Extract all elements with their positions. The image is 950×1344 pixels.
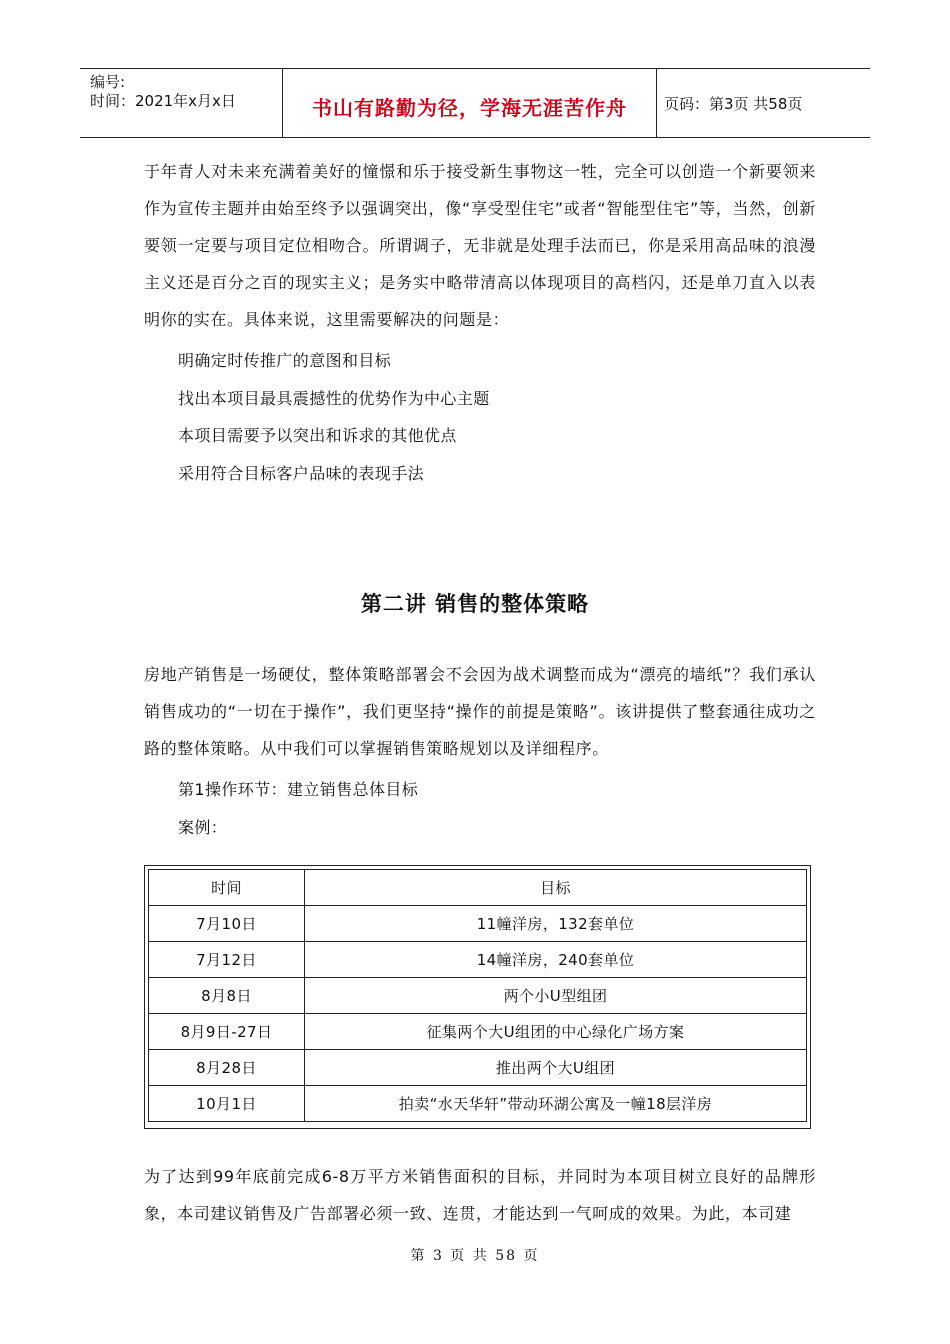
table-cell-time: 8月8日	[149, 978, 305, 1014]
issue-item: 明确定时传推广的意图和目标	[178, 351, 392, 370]
table-cell-time: 8月9日-27日	[149, 1014, 305, 1050]
doc-number-label: 编号:	[90, 73, 126, 91]
page-footer: 第 3 页 共 58 页	[410, 1248, 540, 1264]
table-cell-time: 7月12日	[149, 942, 305, 978]
schedule-table	[144, 865, 811, 1129]
section-title: 第二讲 销售的整体策略	[360, 592, 590, 616]
header-page-code: 页码：第3页 共58页	[664, 95, 803, 113]
table-cell-time: 8月28日	[149, 1050, 305, 1086]
table-cell-time: 7月10日	[149, 906, 305, 942]
date-label: 时间：2021年x月x日	[90, 92, 236, 110]
table-cell-goal: 11幢洋房，132套单位	[305, 906, 807, 942]
intro-paragraph: 于年青人对未来充满着美好的憧憬和乐于接受新生事物这一牲，完全可以创造一个新要领来作为宣传主题并由始至终予以强调突出，像“享受型住宅”或者“智能型住宅”等，当然，创新要领一定要与项目定位相吻合。所谓调子，无非就是处理手法而已，你是采用高品味的浪漫主义还是百分之百的现实主义；是务实中略带清高以体现项目的高档闪，还是单刀直入以表明你的实在。具体来说，这里需要解决的问题是：	[144, 162, 816, 329]
table-cell-goal: 14幢洋房，240套单位	[305, 942, 807, 978]
closing-paragraph: 为了达到99年底前完成6-8万平方米销售面积的目标，并同时为本项目树立良好的品牌形象，本司建议销售及广告部署必须一致、连贯，才能达到一气呵成的效果。为此，本司建	[144, 1167, 816, 1223]
header-meta	[90, 73, 280, 111]
table-row	[149, 1050, 807, 1086]
case-label: 案例：	[178, 818, 228, 837]
table-row	[149, 906, 807, 942]
issue-item: 采用符合目标客户品味的表现手法	[178, 464, 425, 483]
table-row	[149, 1086, 807, 1122]
table-header-row	[149, 870, 807, 906]
issue-item: 找出本项目最具震撼性的优势作为中心主题	[178, 389, 490, 408]
table-row	[149, 942, 807, 978]
table-cell-goal: 拍卖“水天华轩”带动环湖公寓及一幢18层洋房	[305, 1086, 807, 1122]
table-row	[149, 1014, 807, 1050]
table-cell-goal: 征集两个大U组团的中心绿化广场方案	[305, 1014, 807, 1050]
table-cell-goal: 推出两个大U组团	[305, 1050, 807, 1086]
schedule-table-grid	[148, 869, 807, 1122]
section-paragraph: 房地产销售是一场硬仗，整体策略部署会不会因为战术调整而成为“漂亮的墙纸”？我们承认销售成功的“一切在于操作”，我们更坚持“操作的前提是策略”。该讲提供了整套通往成功之路的整体策略。从中我们可以掌握销售策略规划以及详细程序。	[144, 665, 816, 758]
table-cell-time: 10月1日	[149, 1086, 305, 1122]
document-header	[80, 68, 870, 138]
table-header-goal: 目标	[305, 870, 807, 906]
table-header-time: 时间	[149, 870, 305, 906]
table-cell-goal: 两个小U型组团	[305, 978, 807, 1014]
table-row	[149, 978, 807, 1014]
step-label: 第1操作环节：建立销售总体目标	[178, 780, 419, 799]
issue-item: 本项目需要予以突出和诉求的其他优点	[178, 426, 457, 445]
header-motto: 书山有路勤为径，学海无涯苦作舟	[312, 96, 627, 120]
header-divider	[656, 69, 657, 137]
